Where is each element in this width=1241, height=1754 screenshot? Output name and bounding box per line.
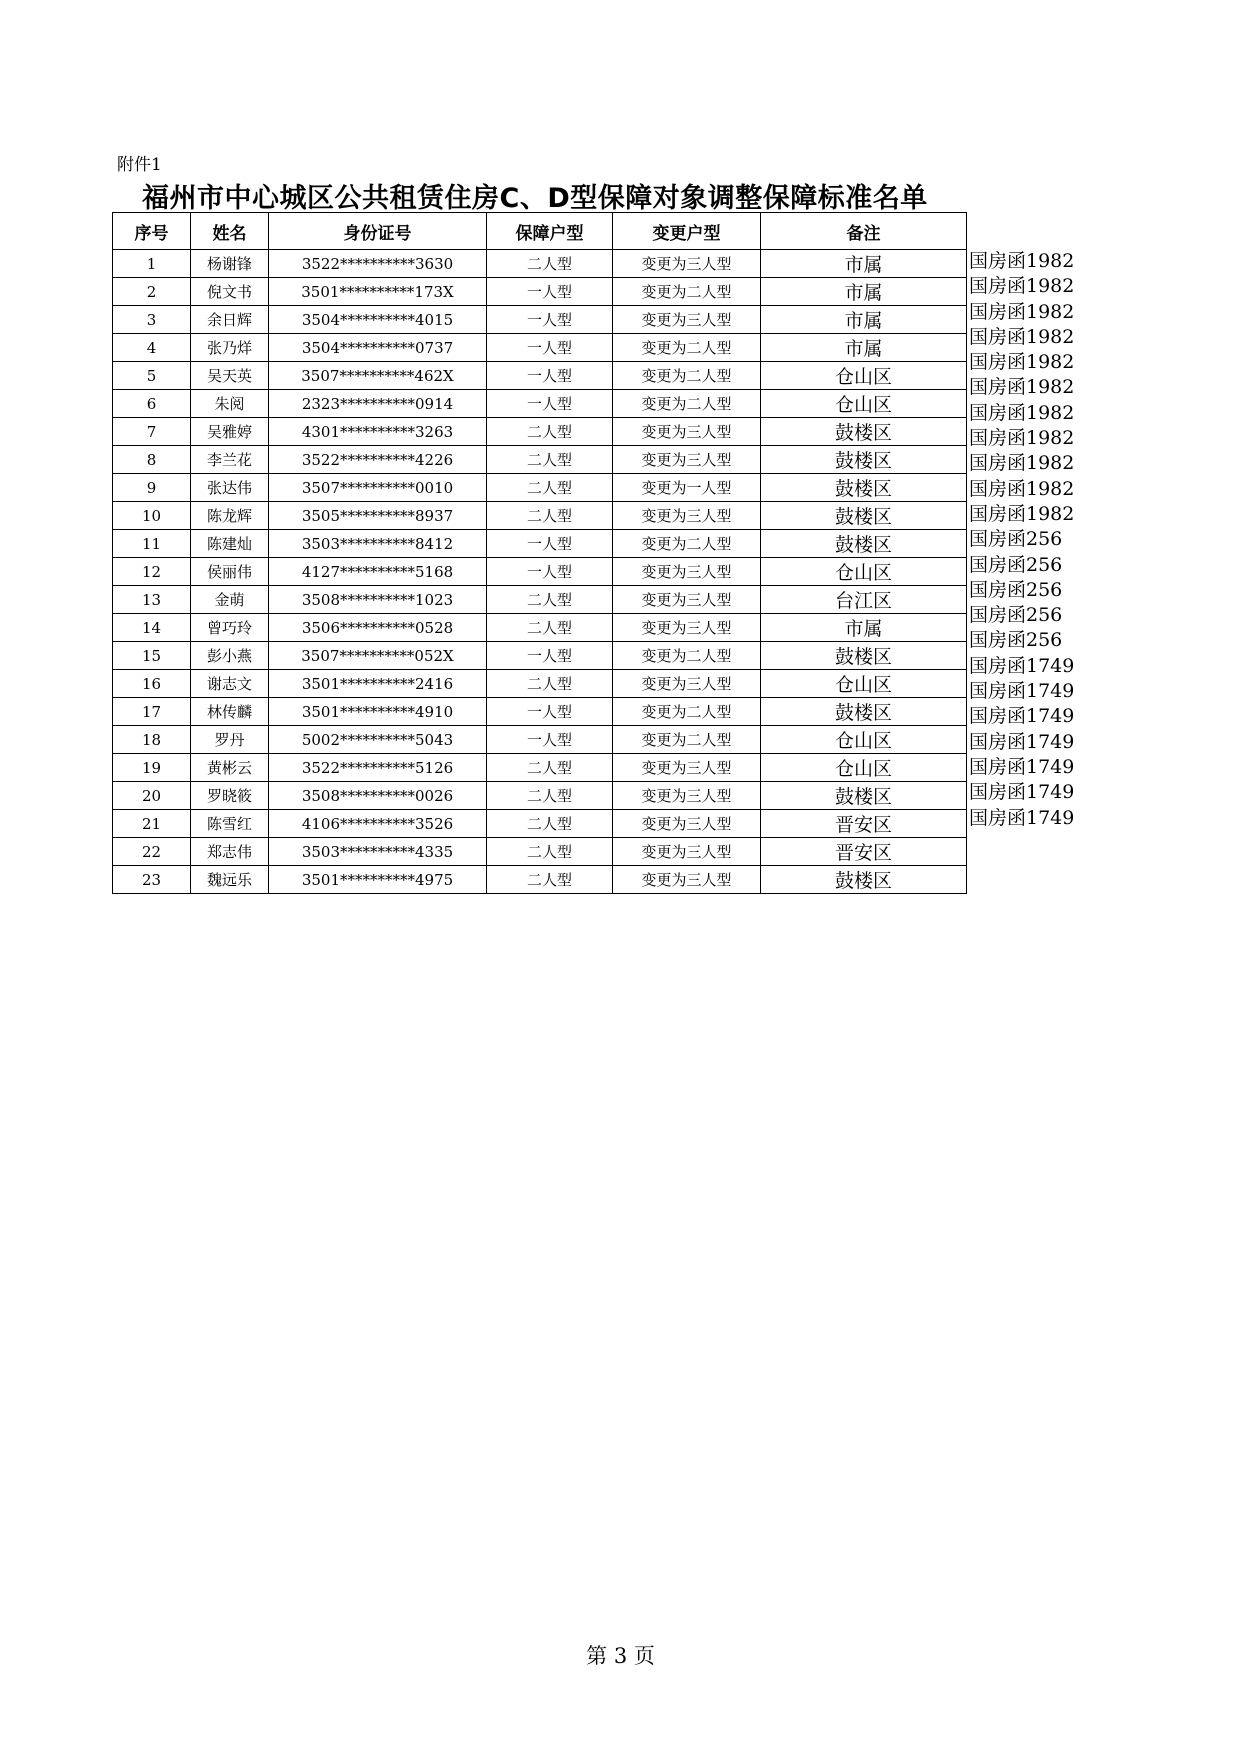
reference-doc-number: 国房函1982 <box>969 427 1075 450</box>
roster-table <box>112 212 967 894</box>
cell-change-type: 变更为一人型 <box>613 474 761 502</box>
reference-doc-number: 国房函1749 <box>969 755 1075 778</box>
cell-serial-no: 12 <box>113 558 191 586</box>
cell-remark: 鼓楼区 <box>761 782 967 810</box>
cell-change-type: 变更为二人型 <box>613 698 761 726</box>
cell-housing-type: 一人型 <box>487 642 613 670</box>
cell-id-number: 3501**********2416 <box>269 670 487 698</box>
reference-doc-number: 国房函1982 <box>969 250 1075 272</box>
cell-id-number: 3503**********8412 <box>269 530 487 558</box>
table-row <box>113 250 967 278</box>
cell-change-type: 变更为二人型 <box>613 390 761 418</box>
cell-id-number: 3501**********4975 <box>269 866 487 894</box>
cell-serial-no: 7 <box>113 418 191 446</box>
cell-remark: 鼓楼区 <box>761 502 967 530</box>
cell-housing-type: 一人型 <box>487 306 613 334</box>
reference-doc-number: 国房函1749 <box>969 806 1075 829</box>
cell-id-number: 3501**********173X <box>269 278 487 306</box>
cell-remark: 鼓楼区 <box>761 530 967 558</box>
reference-doc-number: 国房函256 <box>969 553 1063 576</box>
cell-serial-no: 19 <box>113 754 191 782</box>
header-remark: 备注 <box>761 213 967 250</box>
cell-name: 陈雪红 <box>191 810 269 838</box>
reference-doc-number: 国房函1749 <box>969 705 1075 728</box>
cell-serial-no: 18 <box>113 726 191 754</box>
cell-change-type: 变更为三人型 <box>613 446 761 474</box>
table-row <box>113 810 967 838</box>
reference-doc-number: 国房函1749 <box>969 680 1075 703</box>
cell-remark: 鼓楼区 <box>761 642 967 670</box>
cell-name: 李兰花 <box>191 446 269 474</box>
cell-id-number: 3504**********4015 <box>269 306 487 334</box>
cell-name: 谢志文 <box>191 670 269 698</box>
cell-id-number: 3501**********4910 <box>269 698 487 726</box>
cell-id-number: 5002**********5043 <box>269 726 487 754</box>
table-row <box>113 866 967 894</box>
cell-change-type: 变更为二人型 <box>613 362 761 390</box>
table-row <box>113 390 967 418</box>
cell-housing-type: 二人型 <box>487 446 613 474</box>
cell-name: 张乃烊 <box>191 334 269 362</box>
header-housing-type: 保障户型 <box>487 213 613 250</box>
cell-id-number: 3507**********052X <box>269 642 487 670</box>
cell-name: 罗晓筱 <box>191 782 269 810</box>
cell-id-number: 4106**********3526 <box>269 810 487 838</box>
header-id-number: 身份证号 <box>269 213 487 250</box>
cell-name: 罗丹 <box>191 726 269 754</box>
cell-serial-no: 15 <box>113 642 191 670</box>
page-number: 第 3 页 <box>586 1644 655 1668</box>
cell-change-type: 变更为三人型 <box>613 810 761 838</box>
cell-name: 郑志伟 <box>191 838 269 866</box>
cell-name: 张达伟 <box>191 474 269 502</box>
cell-remark: 仓山区 <box>761 726 967 754</box>
cell-housing-type: 二人型 <box>487 250 613 278</box>
cell-housing-type: 二人型 <box>487 586 613 614</box>
cell-remark: 市属 <box>761 278 967 306</box>
reference-column <box>969 249 1074 831</box>
cell-name: 陈建灿 <box>191 530 269 558</box>
cell-name: 吴天英 <box>191 362 269 390</box>
reference-doc-number: 国房函1982 <box>969 300 1075 323</box>
cell-serial-no: 5 <box>113 362 191 390</box>
attachment-label: 附件1 <box>117 155 162 175</box>
cell-housing-type: 二人型 <box>487 670 613 698</box>
table-row <box>113 838 967 866</box>
cell-change-type: 变更为二人型 <box>613 334 761 362</box>
cell-change-type: 变更为二人型 <box>613 726 761 754</box>
table-header-row <box>113 213 967 250</box>
cell-change-type: 变更为三人型 <box>613 670 761 698</box>
reference-doc-number: 国房函256 <box>969 578 1063 601</box>
cell-serial-no: 22 <box>113 838 191 866</box>
reference-doc-number: 国房函1982 <box>969 452 1075 475</box>
table-row <box>113 754 967 782</box>
cell-serial-no: 8 <box>113 446 191 474</box>
table-row <box>113 502 967 530</box>
cell-serial-no: 3 <box>113 306 191 334</box>
cell-remark: 仓山区 <box>761 558 967 586</box>
cell-remark: 晋安区 <box>761 810 967 838</box>
cell-change-type: 变更为二人型 <box>613 530 761 558</box>
cell-serial-no: 23 <box>113 866 191 894</box>
cell-change-type: 变更为三人型 <box>613 250 761 278</box>
cell-serial-no: 17 <box>113 698 191 726</box>
reference-doc-number: 国房函1749 <box>969 730 1075 753</box>
cell-housing-type: 一人型 <box>487 698 613 726</box>
cell-name: 杨谢锋 <box>191 250 269 278</box>
cell-serial-no: 13 <box>113 586 191 614</box>
cell-name: 陈龙辉 <box>191 502 269 530</box>
cell-housing-type: 一人型 <box>487 530 613 558</box>
cell-housing-type: 二人型 <box>487 418 613 446</box>
table-row <box>113 698 967 726</box>
reference-doc-number: 国房函1982 <box>969 502 1075 525</box>
cell-housing-type: 二人型 <box>487 782 613 810</box>
cell-name: 余日辉 <box>191 306 269 334</box>
table-row <box>113 614 967 642</box>
cell-id-number: 3522**********4226 <box>269 446 487 474</box>
cell-change-type: 变更为三人型 <box>613 586 761 614</box>
table-row <box>113 670 967 698</box>
cell-remark: 台江区 <box>761 586 967 614</box>
cell-remark: 仓山区 <box>761 362 967 390</box>
cell-housing-type: 二人型 <box>487 502 613 530</box>
cell-name: 魏远乐 <box>191 866 269 894</box>
cell-remark: 仓山区 <box>761 390 967 418</box>
cell-remark: 仓山区 <box>761 670 967 698</box>
cell-serial-no: 11 <box>113 530 191 558</box>
cell-id-number: 2323**********0914 <box>269 390 487 418</box>
table-row <box>113 726 967 754</box>
cell-housing-type: 一人型 <box>487 726 613 754</box>
cell-housing-type: 二人型 <box>487 474 613 502</box>
table-body <box>113 250 967 894</box>
document-title: 福州市中心城区公共租赁住房C、D型保障对象调整保障标准名单 <box>142 183 928 214</box>
cell-change-type: 变更为二人型 <box>613 642 761 670</box>
cell-name: 朱阅 <box>191 390 269 418</box>
cell-id-number: 3506**********0528 <box>269 614 487 642</box>
cell-id-number: 4301**********3263 <box>269 418 487 446</box>
cell-name: 倪文书 <box>191 278 269 306</box>
reference-doc-number: 国房函1982 <box>969 376 1075 399</box>
cell-change-type: 变更为三人型 <box>613 502 761 530</box>
reference-doc-number: 国房函256 <box>969 528 1063 551</box>
cell-id-number: 3507**********462X <box>269 362 487 390</box>
cell-name: 侯丽伟 <box>191 558 269 586</box>
cell-name: 黄彬云 <box>191 754 269 782</box>
cell-change-type: 变更为二人型 <box>613 278 761 306</box>
cell-housing-type: 二人型 <box>487 754 613 782</box>
cell-remark: 市属 <box>761 614 967 642</box>
reference-doc-number: 国房函256 <box>969 604 1063 627</box>
cell-remark: 市属 <box>761 334 967 362</box>
cell-serial-no: 21 <box>113 810 191 838</box>
table-row <box>113 558 967 586</box>
cell-name: 吴雅婷 <box>191 418 269 446</box>
cell-change-type: 变更为三人型 <box>613 306 761 334</box>
cell-housing-type: 一人型 <box>487 390 613 418</box>
table-row <box>113 642 967 670</box>
cell-remark: 鼓楼区 <box>761 698 967 726</box>
cell-id-number: 3505**********8937 <box>269 502 487 530</box>
cell-serial-no: 6 <box>113 390 191 418</box>
cell-id-number: 4127**********5168 <box>269 558 487 586</box>
header-name: 姓名 <box>191 213 269 250</box>
cell-remark: 鼓楼区 <box>761 446 967 474</box>
reference-doc-number: 国房函1982 <box>969 477 1075 500</box>
cell-remark: 晋安区 <box>761 838 967 866</box>
reference-doc-number: 国房函1982 <box>969 351 1075 374</box>
cell-id-number: 3508**********1023 <box>269 586 487 614</box>
cell-id-number: 3508**********0026 <box>269 782 487 810</box>
cell-id-number: 3504**********0737 <box>269 334 487 362</box>
table-row <box>113 474 967 502</box>
cell-housing-type: 一人型 <box>487 362 613 390</box>
cell-change-type: 变更为三人型 <box>613 782 761 810</box>
cell-housing-type: 二人型 <box>487 866 613 894</box>
cell-serial-no: 16 <box>113 670 191 698</box>
table-row <box>113 446 967 474</box>
reference-doc-number: 国房函256 <box>969 629 1063 652</box>
cell-id-number: 3522**********3630 <box>269 250 487 278</box>
table-row <box>113 586 967 614</box>
table-row <box>113 418 967 446</box>
reference-doc-number: 国房函1982 <box>969 275 1075 298</box>
table-row <box>113 334 967 362</box>
cell-remark: 鼓楼区 <box>761 418 967 446</box>
cell-housing-type: 一人型 <box>487 278 613 306</box>
cell-remark: 鼓楼区 <box>761 474 967 502</box>
cell-housing-type: 一人型 <box>487 334 613 362</box>
cell-name: 金萌 <box>191 586 269 614</box>
cell-change-type: 变更为三人型 <box>613 754 761 782</box>
cell-name: 彭小燕 <box>191 642 269 670</box>
table-row <box>113 278 967 306</box>
reference-doc-number: 国房函1982 <box>969 325 1075 348</box>
cell-id-number: 3507**********0010 <box>269 474 487 502</box>
cell-serial-no: 14 <box>113 614 191 642</box>
cell-serial-no: 2 <box>113 278 191 306</box>
table-row <box>113 530 967 558</box>
cell-serial-no: 4 <box>113 334 191 362</box>
cell-name: 曾巧玲 <box>191 614 269 642</box>
cell-remark: 市属 <box>761 250 967 278</box>
cell-change-type: 变更为三人型 <box>613 418 761 446</box>
table-row <box>113 362 967 390</box>
header-change-type: 变更户型 <box>613 213 761 250</box>
cell-id-number: 3522**********5126 <box>269 754 487 782</box>
cell-housing-type: 二人型 <box>487 810 613 838</box>
cell-change-type: 变更为三人型 <box>613 614 761 642</box>
cell-change-type: 变更为三人型 <box>613 558 761 586</box>
cell-change-type: 变更为三人型 <box>613 838 761 866</box>
cell-remark: 仓山区 <box>761 754 967 782</box>
reference-doc-number: 国房函1749 <box>969 781 1075 804</box>
cell-serial-no: 10 <box>113 502 191 530</box>
cell-remark: 鼓楼区 <box>761 866 967 894</box>
cell-housing-type: 二人型 <box>487 614 613 642</box>
cell-change-type: 变更为三人型 <box>613 866 761 894</box>
cell-serial-no: 20 <box>113 782 191 810</box>
cell-name: 林传麟 <box>191 698 269 726</box>
cell-serial-no: 1 <box>113 250 191 278</box>
reference-doc-number: 国房函1749 <box>969 654 1075 677</box>
cell-id-number: 3503**********4335 <box>269 838 487 866</box>
table-row <box>113 306 967 334</box>
table-row <box>113 782 967 810</box>
cell-housing-type: 二人型 <box>487 838 613 866</box>
cell-housing-type: 一人型 <box>487 558 613 586</box>
reference-doc-number: 国房函1982 <box>969 401 1075 424</box>
cell-remark: 市属 <box>761 306 967 334</box>
header-serial-no: 序号 <box>113 213 191 250</box>
cell-serial-no: 9 <box>113 474 191 502</box>
